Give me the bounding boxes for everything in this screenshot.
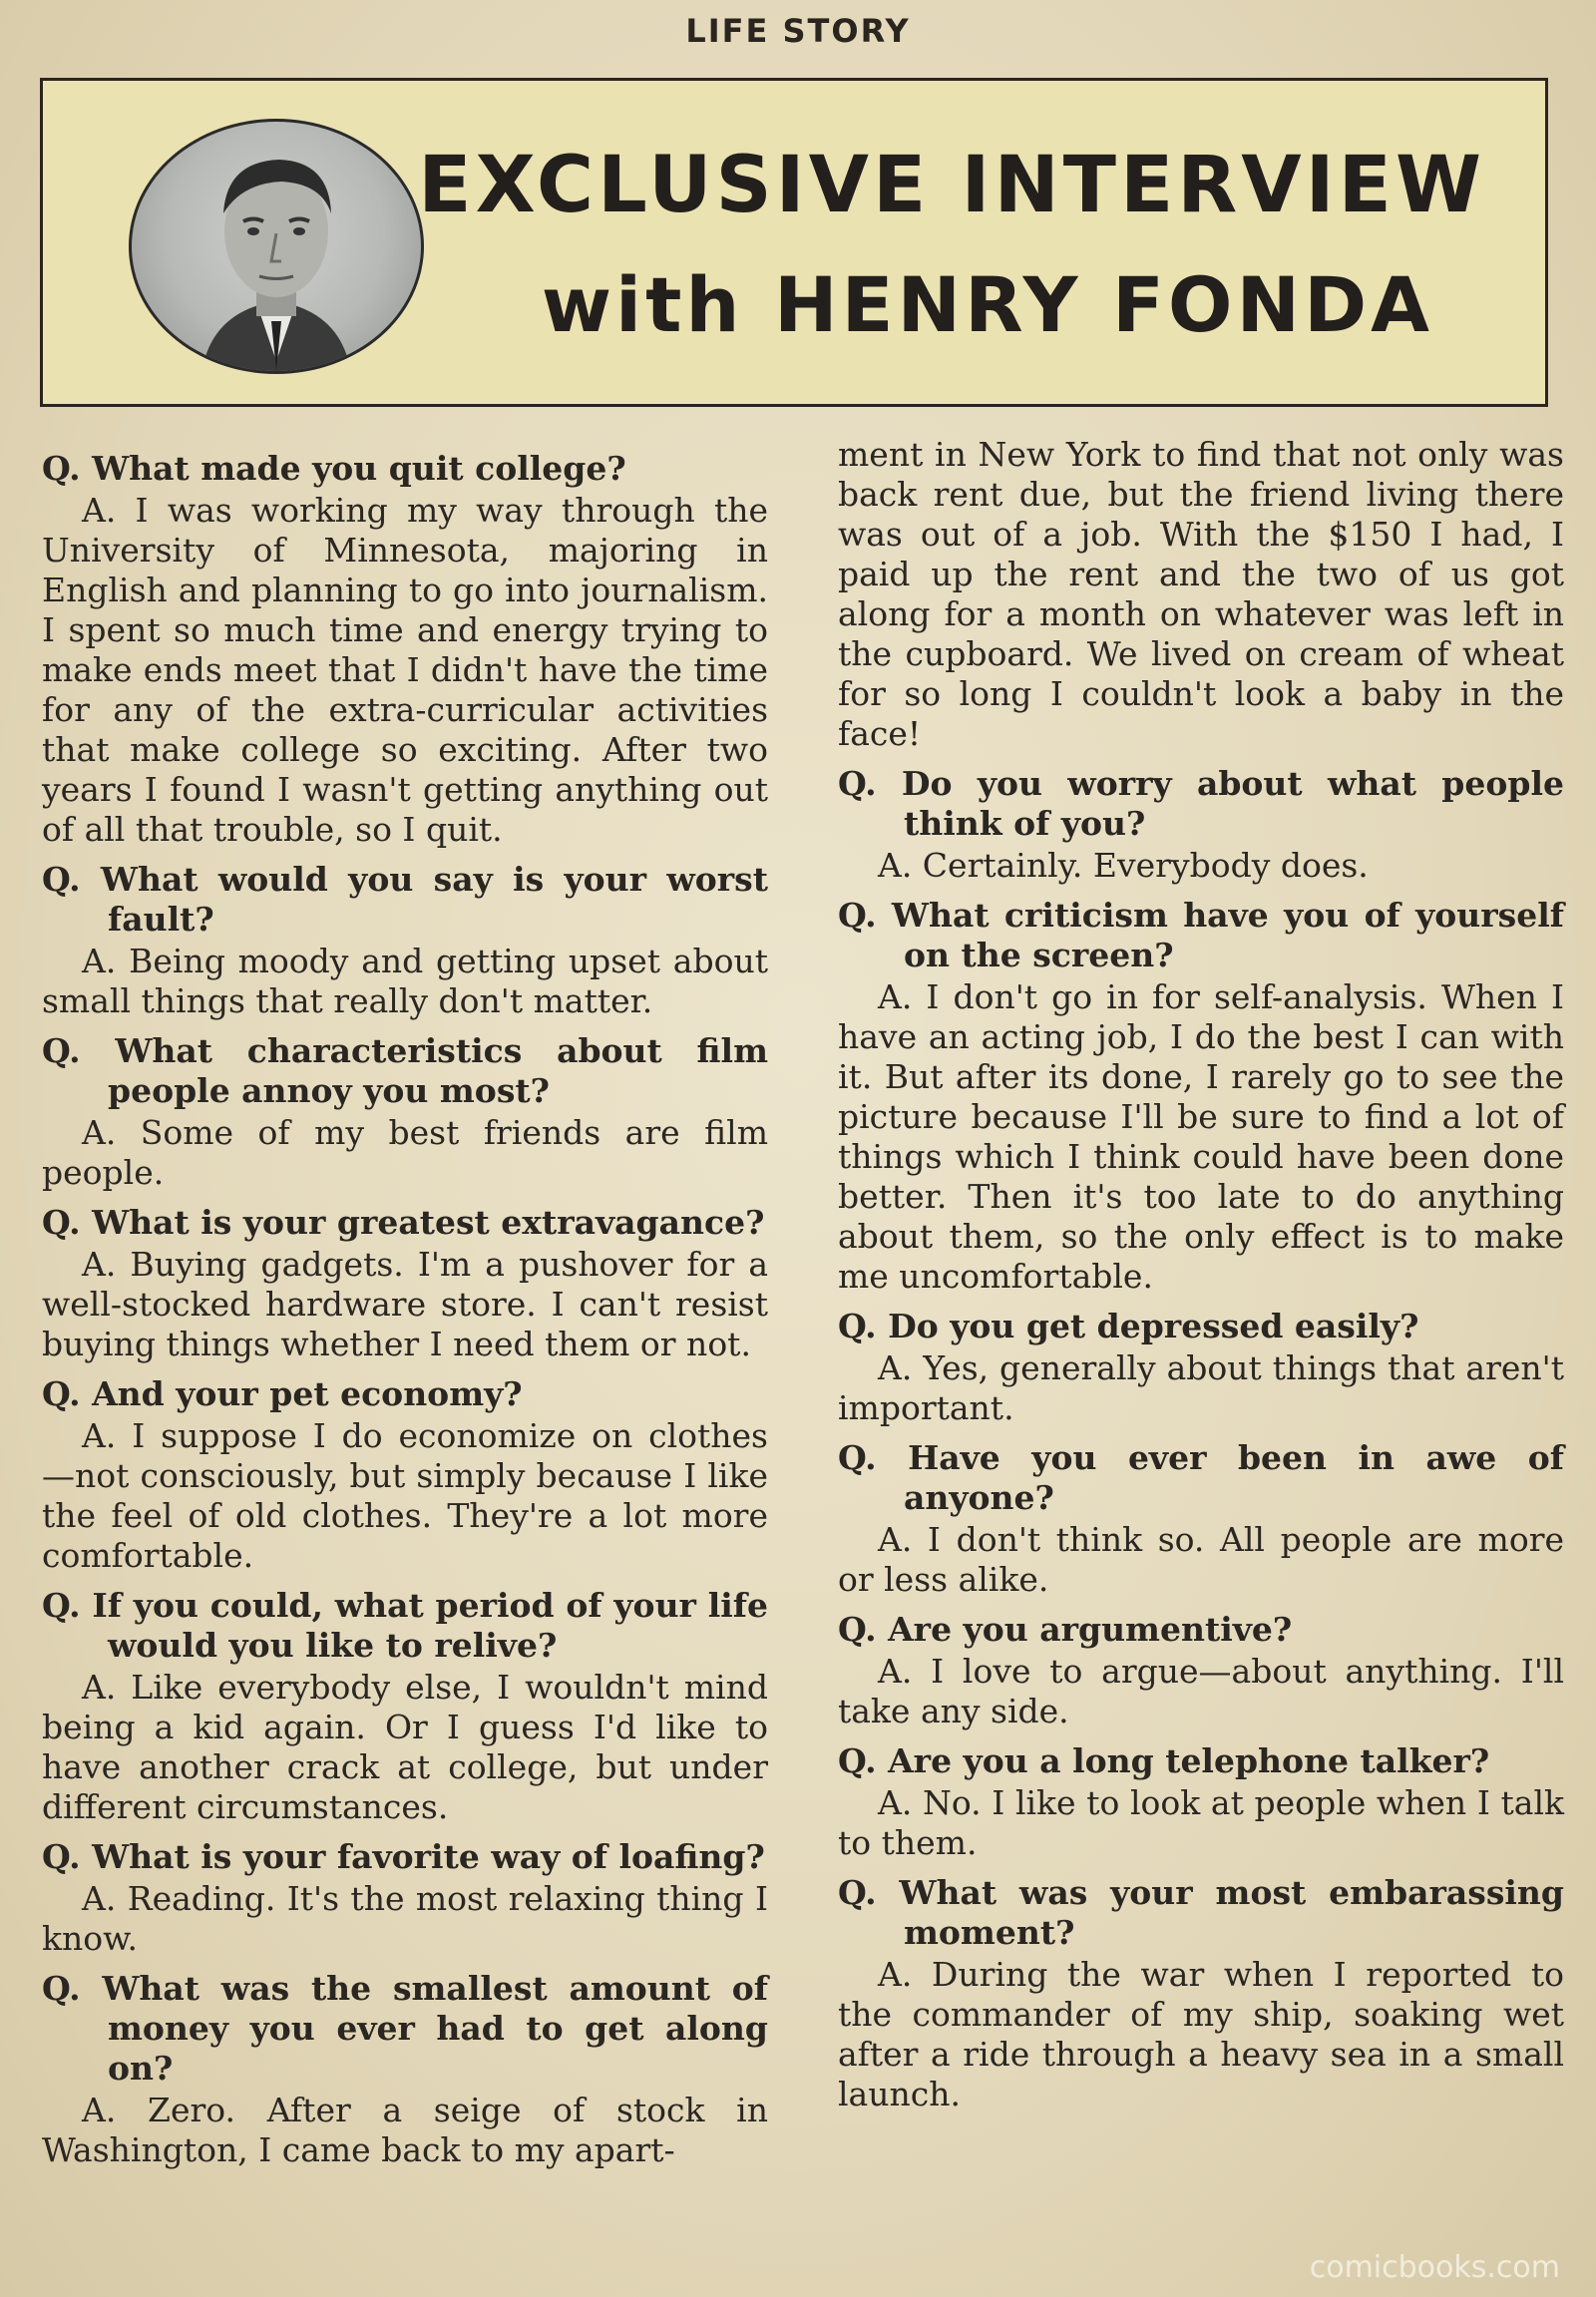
question: Q. Do you get depressed easily? xyxy=(838,1307,1419,1345)
right-column xyxy=(838,435,1564,2122)
question: Q. And your pet economy? xyxy=(42,1374,523,1413)
answer: A. Certainly. Everybody does. xyxy=(878,846,1369,885)
left-column xyxy=(42,439,768,2178)
question: Q. Do you worry about what people think of you? xyxy=(838,764,1564,843)
answer-continuation: ment in New York to find that not only was back rent due, but the friend living there was out of a job. With the $150 I had, I paid up the rent and the two of us got along for a month on whatever was left in the cupboard. We lived on cream of wheat for so long I couldn't look a baby in the face! xyxy=(838,435,1564,753)
answer: A. Yes, generally about things that aren't important. xyxy=(838,1348,1564,1427)
henry-fonda-portrait xyxy=(129,119,424,374)
question: Q. What characteristics about film people annoy you most? xyxy=(42,1031,768,1110)
answer: A. I suppose I do economize on clothes —not consciously, but simply because I like the feel of old clothes. They're a lot more comfortable. xyxy=(42,1416,768,1575)
title-line-2: with HENRY FONDA xyxy=(541,260,1433,349)
answer: A. I don't think so. All people are more or less alike. xyxy=(838,1520,1564,1599)
title-line-1: EXCLUSIVE INTERVIEW xyxy=(418,141,1485,230)
watermark: comicbooks.com xyxy=(1309,2250,1560,2285)
question: Q. Have you ever been in awe of anyone? xyxy=(838,1438,1564,1517)
answer: A. During the war when I reported to the commander of my ship, soaking wet after a ride through a heavy sea in a small launch. xyxy=(838,1955,1564,2113)
answer: A. I was working my way through the University of Minnesota, majoring in English and planning to go into journalism. I spent so much time and energy trying to make ends meet that I didn't have the time for any of the extra-curricular activities that make college so exciting. After two years I found I wasn't getting anything out of all that trouble, so I quit. xyxy=(42,491,768,849)
answer: A. Buying gadgets. I'm a pushover for a well-stocked hardware store. I can't resist buying things whether I need them or not. xyxy=(42,1245,768,1363)
answer: A. Zero. After a seige of stock in Washington, I came back to my apart- xyxy=(42,2091,768,2169)
answer: A. Reading. It's the most relaxing thing I know. xyxy=(42,1879,768,1958)
question: Q. What would you say is your worst fault? xyxy=(42,860,768,939)
title-banner xyxy=(40,78,1548,407)
answer: A. Some of my best friends are film people. xyxy=(42,1113,768,1192)
question: Q. What made you quit college? xyxy=(42,449,626,488)
answer: A. I don't go in for self-analysis. When I have an acting job, I do the best I can with it. But after its done, I rarely go to see the picture because I'll be sure to find a lot of things which I think could have been done better. Then it's too late to do anything about them, so the only effect is to make me uncomfortable. xyxy=(838,977,1564,1296)
portrait-illustration xyxy=(132,122,421,371)
answer: A. Like everybody else, I wouldn't mind being a kid again. Or I guess I'd like to have another crack at college, but under different circumstances. xyxy=(42,1668,768,1826)
question: Q. Are you a long telephone talker? xyxy=(838,1741,1490,1780)
answer: A. No. I like to look at people when I talk to them. xyxy=(838,1783,1564,1862)
question: Q. What was your most embarassing moment? xyxy=(838,1873,1564,1952)
question: Q. Are you argumentive? xyxy=(838,1610,1293,1649)
question: Q. What is your favorite way of loafing? xyxy=(42,1837,765,1876)
answer: A. Being moody and getting upset about small things that really don't matter. xyxy=(42,942,768,1020)
question: Q. If you could, what period of your life would you like to relive? xyxy=(42,1586,768,1665)
question: Q. What is your greatest extravagance? xyxy=(42,1203,765,1242)
question: Q. What criticism have you of yourself on the screen? xyxy=(838,896,1564,974)
question: Q. What was the smallest amount of money you ever had to get along on? xyxy=(42,1969,768,2088)
running-head: LIFE STORY xyxy=(685,12,911,50)
answer: A. I love to argue—about anything. I'll take any side. xyxy=(838,1652,1564,1730)
